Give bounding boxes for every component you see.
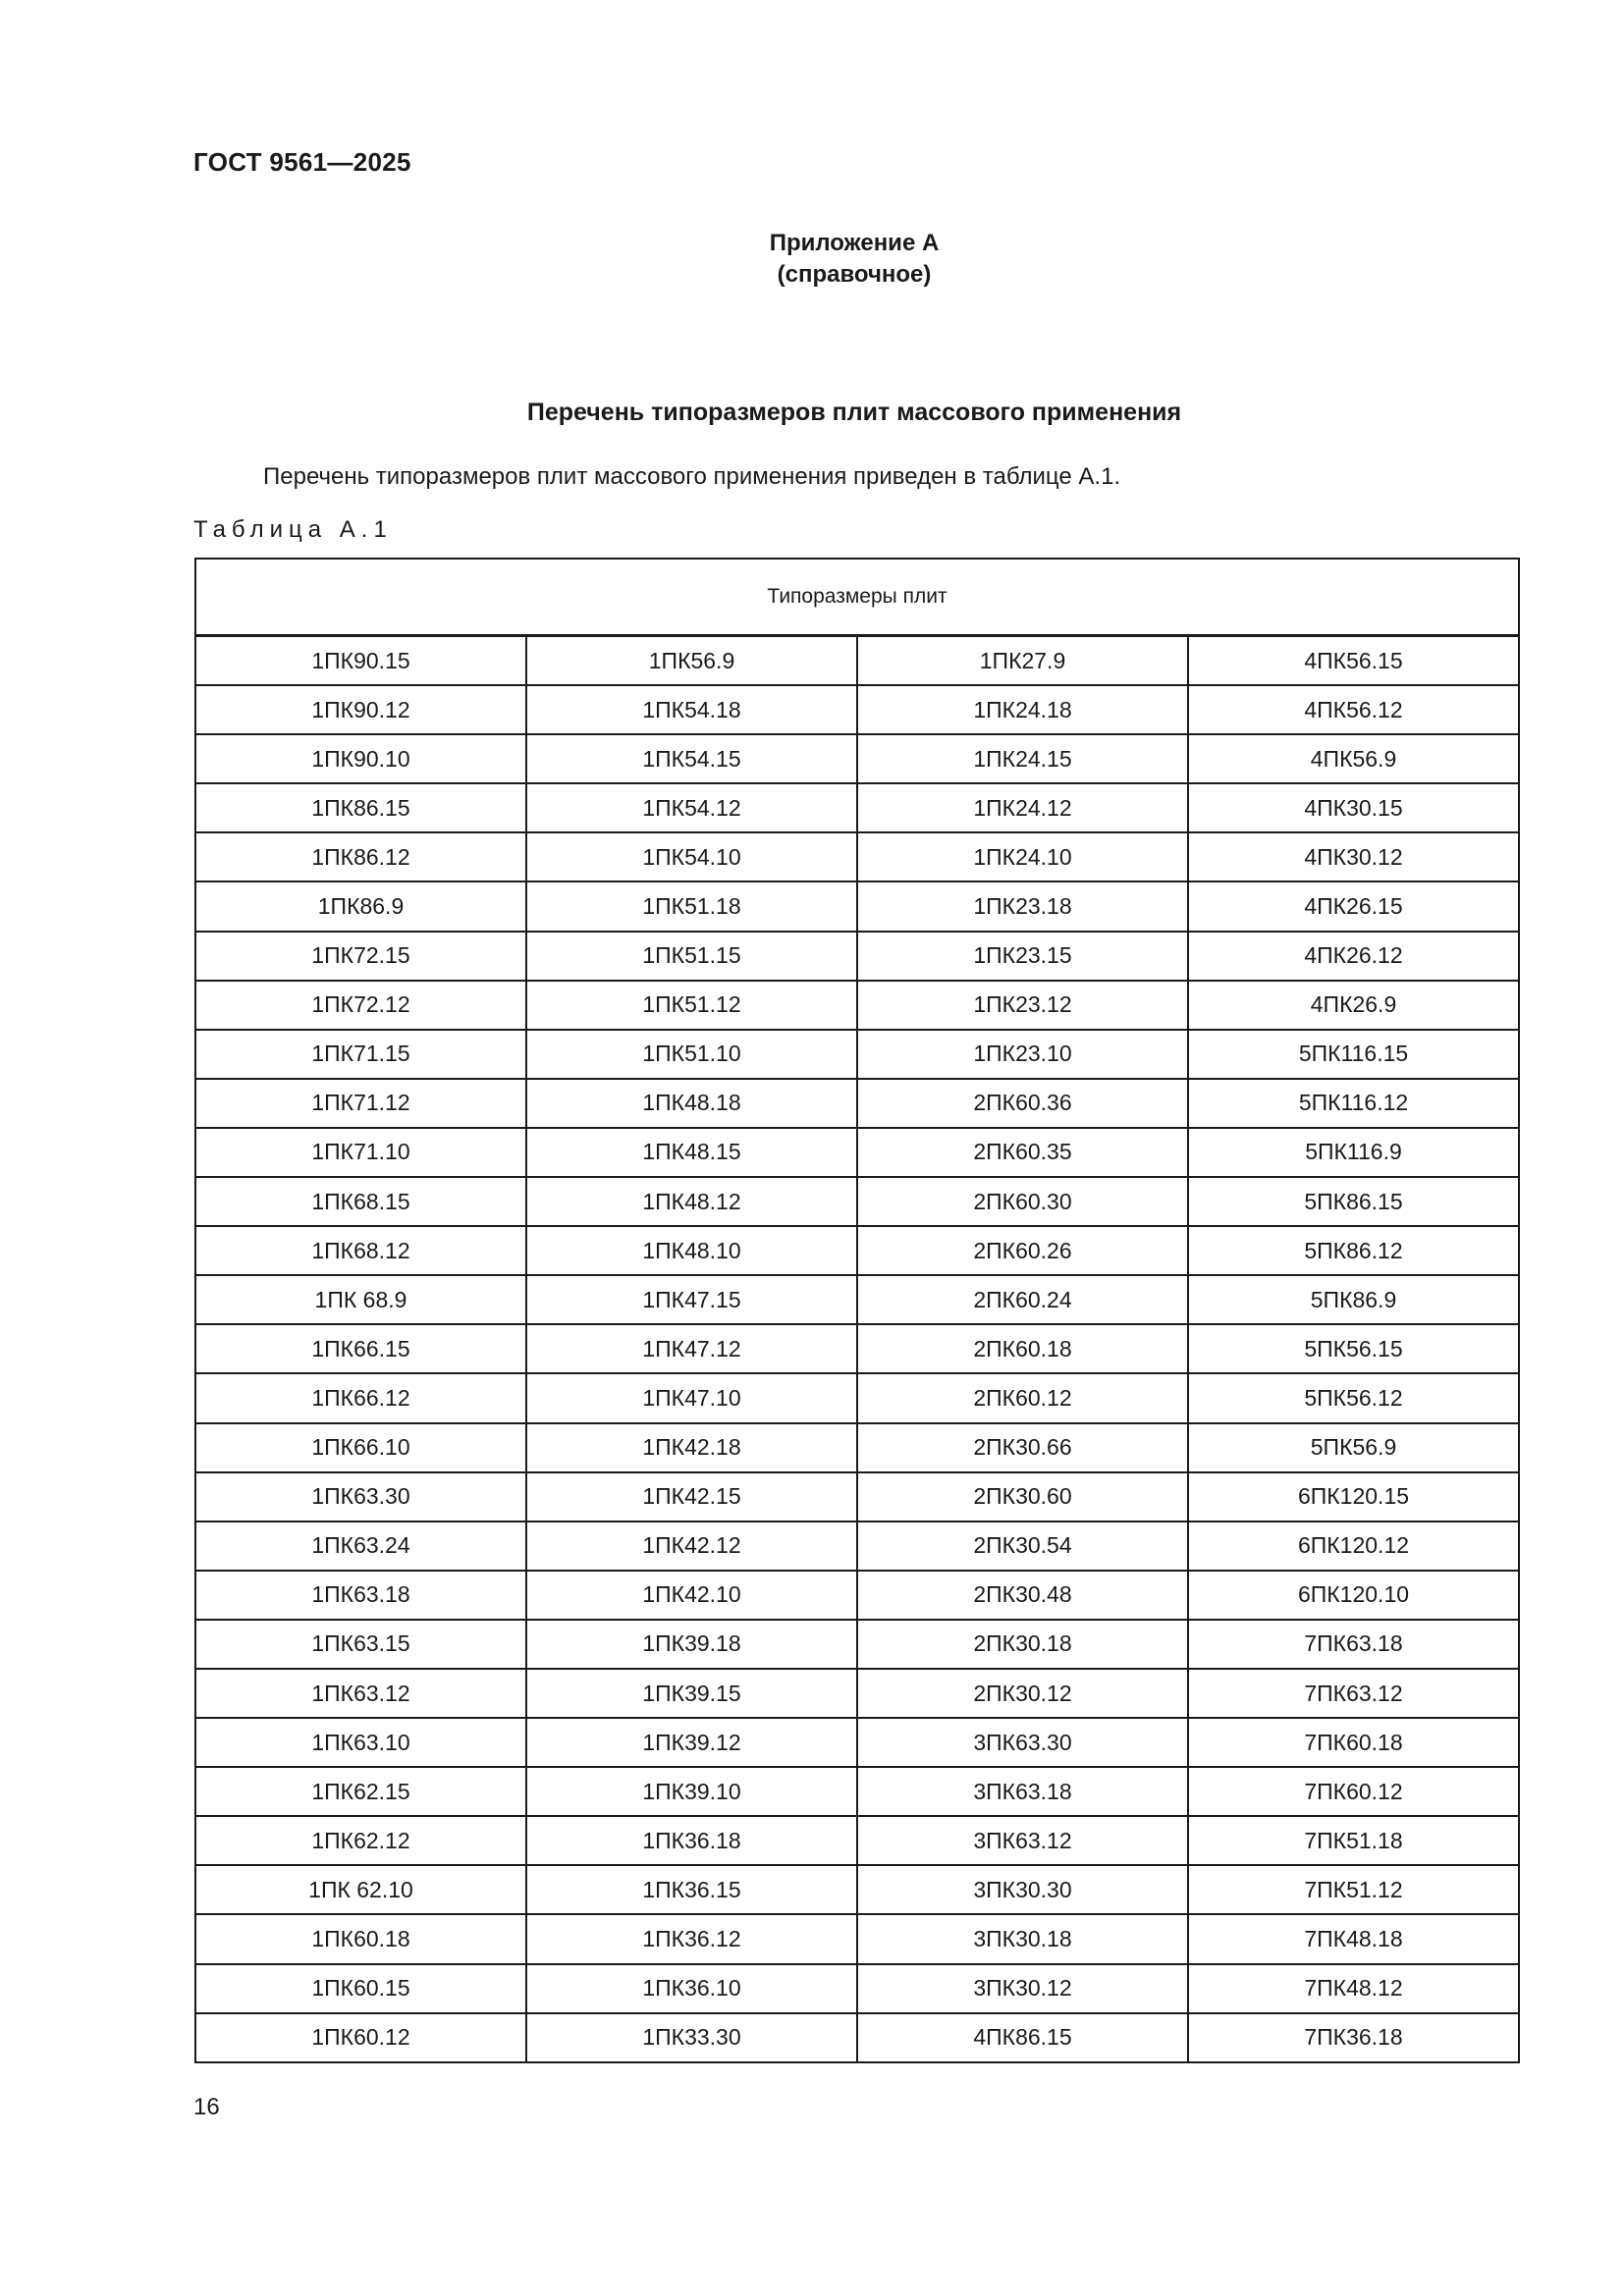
table-cell: 2ПК30.60 (857, 1472, 1188, 1522)
table-cell: 1ПК54.18 (526, 685, 857, 734)
table-row (195, 1816, 1519, 1865)
table-cell: 1ПК63.15 (195, 1620, 526, 1669)
table-cell: 1ПК42.12 (526, 1522, 857, 1571)
table-cell: 2ПК60.24 (857, 1275, 1188, 1324)
table-cell: 1ПК42.10 (526, 1571, 857, 1620)
table-row (195, 881, 1519, 931)
table-cell: 1ПК24.10 (857, 832, 1188, 881)
table-cell: 5ПК116.9 (1188, 1128, 1519, 1177)
table-cell: 4ПК26.15 (1188, 881, 1519, 931)
table-cell: 2ПК30.48 (857, 1571, 1188, 1620)
table-cell: 1ПК90.15 (195, 636, 526, 686)
table-cell: 3ПК63.18 (857, 1767, 1188, 1816)
table-cell: 4ПК56.9 (1188, 734, 1519, 783)
table-cell: 1ПК39.12 (526, 1718, 857, 1767)
table-cell: 1ПК66.12 (195, 1373, 526, 1422)
table-cell: 1ПК23.15 (857, 932, 1188, 981)
table-cell: 7ПК36.18 (1188, 2013, 1519, 2062)
table-cell: 1ПК72.12 (195, 981, 526, 1030)
table-cell: 1ПК63.24 (195, 1522, 526, 1571)
table-cell: 1ПК68.12 (195, 1226, 526, 1275)
table-cell: 1ПК63.10 (195, 1718, 526, 1767)
table-cell: 6ПК120.10 (1188, 1571, 1519, 1620)
table-cell: 5ПК116.15 (1188, 1030, 1519, 1079)
table-cell: 5ПК116.12 (1188, 1079, 1519, 1128)
section-title: Перечень типоразмеров плит массового применения (526, 399, 1182, 426)
table-row (195, 1718, 1519, 1767)
table-cell: 1ПК86.12 (195, 832, 526, 881)
table-cell: 2ПК60.18 (857, 1324, 1188, 1373)
table-cell: 1ПК63.18 (195, 1571, 526, 1620)
table-cell: 1ПК36.15 (526, 1865, 857, 1914)
table-cell: 6ПК120.15 (1188, 1472, 1519, 1522)
table-cell: 7ПК60.18 (1188, 1718, 1519, 1767)
table-cell: 1ПК60.15 (195, 1964, 526, 2013)
intro-paragraph: Перечень типоразмеров плит массового применения приведен в таблице А.1. (263, 463, 1121, 490)
table-cell: 1ПК54.12 (526, 783, 857, 832)
table-cell: 5ПК56.12 (1188, 1373, 1519, 1422)
table-header-row (195, 559, 1519, 636)
table-cell: 7ПК48.12 (1188, 1964, 1519, 2013)
table-cell: 1ПК68.15 (195, 1177, 526, 1226)
table-row (195, 1620, 1519, 1669)
table-cell: 4ПК56.12 (1188, 685, 1519, 734)
appendix-title: Приложение А (769, 230, 940, 256)
table-cell: 1ПК36.18 (526, 1816, 857, 1865)
table-cell: 3ПК63.30 (857, 1718, 1188, 1767)
table-cell: 1ПК90.10 (195, 734, 526, 783)
table-cell: 2ПК30.18 (857, 1620, 1188, 1669)
table-row (195, 1030, 1519, 1079)
table-row (195, 734, 1519, 783)
table-cell: 4ПК86.15 (857, 2013, 1188, 2062)
table-row (195, 1669, 1519, 1718)
table-row (195, 1964, 1519, 2013)
table-cell: 1ПК 62.10 (195, 1865, 526, 1914)
table-cell: 1ПК86.15 (195, 783, 526, 832)
table-row (195, 932, 1519, 981)
table-cell: 3ПК30.30 (857, 1865, 1188, 1914)
table-cell: 1ПК62.15 (195, 1767, 526, 1816)
table-cell: 2ПК60.30 (857, 1177, 1188, 1226)
table-cell: 1ПК48.18 (526, 1079, 857, 1128)
page-number: 16 (193, 2094, 220, 2120)
table-cell: 1ПК56.9 (526, 636, 857, 686)
table-cell: 1ПК36.12 (526, 1914, 857, 1963)
table-row (195, 783, 1519, 832)
table-cell: 3ПК63.12 (857, 1816, 1188, 1865)
table-cell: 1ПК23.18 (857, 881, 1188, 931)
table-cell: 1ПК71.10 (195, 1128, 526, 1177)
table-cell: 6ПК120.12 (1188, 1522, 1519, 1571)
table-cell: 4ПК26.12 (1188, 932, 1519, 981)
table-row (195, 832, 1519, 881)
table-cell: 4ПК30.15 (1188, 783, 1519, 832)
table-cell: 7ПК51.18 (1188, 1816, 1519, 1865)
table-cell: 5ПК86.9 (1188, 1275, 1519, 1324)
table-cell: 7ПК60.12 (1188, 1767, 1519, 1816)
table-cell: 1ПК90.12 (195, 685, 526, 734)
table-cell: 1ПК71.12 (195, 1079, 526, 1128)
table-row (195, 1522, 1519, 1571)
table-cell: 1ПК33.30 (526, 2013, 857, 2062)
table-cell: 2ПК60.35 (857, 1128, 1188, 1177)
table-cell: 2ПК30.54 (857, 1522, 1188, 1571)
table-cell: 1ПК48.10 (526, 1226, 857, 1275)
table-cell: 1ПК42.15 (526, 1472, 857, 1522)
table-row (195, 1177, 1519, 1226)
table-cell: 1ПК39.10 (526, 1767, 857, 1816)
table-row (195, 1079, 1519, 1128)
table-row (195, 1226, 1519, 1275)
table-body (195, 636, 1519, 2062)
table-cell: 1ПК39.18 (526, 1620, 857, 1669)
table-cell: 1ПК48.15 (526, 1128, 857, 1177)
table-cell: 1ПК71.15 (195, 1030, 526, 1079)
table-row (195, 636, 1519, 686)
table-cell: 1ПК47.15 (526, 1275, 857, 1324)
table-cell: 7ПК63.12 (1188, 1669, 1519, 1718)
table-row (195, 1373, 1519, 1422)
table-cell: 1ПК51.10 (526, 1030, 857, 1079)
table-cell: 7ПК51.12 (1188, 1865, 1519, 1914)
table-cell: 3ПК30.12 (857, 1964, 1188, 2013)
table-cell: 1ПК39.15 (526, 1669, 857, 1718)
table-header: Типоразмеры плит (195, 559, 1519, 636)
table-cell: 1ПК54.15 (526, 734, 857, 783)
table-cell: 5ПК56.15 (1188, 1324, 1519, 1373)
table-cell: 5ПК56.9 (1188, 1423, 1519, 1472)
table-row (195, 1472, 1519, 1522)
table-cell: 1ПК51.12 (526, 981, 857, 1030)
table-cell: 2ПК30.66 (857, 1423, 1188, 1472)
table-cell: 7ПК63.18 (1188, 1620, 1519, 1669)
table-cell: 1ПК63.12 (195, 1669, 526, 1718)
table-cell: 4ПК56.15 (1188, 636, 1519, 686)
table-cell: 1ПК51.15 (526, 932, 857, 981)
table-cell: 1ПК86.9 (195, 881, 526, 931)
appendix-type: (справочное) (777, 261, 932, 288)
table-cell: 1ПК24.15 (857, 734, 1188, 783)
table-cell: 2ПК60.12 (857, 1373, 1188, 1422)
table-row (195, 2013, 1519, 2062)
table-row (195, 1865, 1519, 1914)
table-row (195, 1571, 1519, 1620)
table-row (195, 1423, 1519, 1472)
table-cell: 4ПК30.12 (1188, 832, 1519, 881)
table-cell: 1ПК24.12 (857, 783, 1188, 832)
table-cell: 1ПК60.12 (195, 2013, 526, 2062)
table-cell: 7ПК48.18 (1188, 1914, 1519, 1963)
table-cell: 1ПК48.12 (526, 1177, 857, 1226)
table-cell: 3ПК30.18 (857, 1914, 1188, 1963)
table-row (195, 1914, 1519, 1963)
table-caption: Таблица А.1 (193, 516, 393, 543)
table-cell: 4ПК26.9 (1188, 981, 1519, 1030)
table-cell: 1ПК23.10 (857, 1030, 1188, 1079)
table-cell: 1ПК66.15 (195, 1324, 526, 1373)
table-row (195, 1767, 1519, 1816)
table-cell: 5ПК86.12 (1188, 1226, 1519, 1275)
table-cell: 1ПК60.18 (195, 1914, 526, 1963)
table-cell: 1ПК66.10 (195, 1423, 526, 1472)
table-row (195, 1275, 1519, 1324)
table-cell: 5ПК86.15 (1188, 1177, 1519, 1226)
table-cell: 1ПК36.10 (526, 1964, 857, 2013)
table-row (195, 981, 1519, 1030)
table-cell: 1ПК23.12 (857, 981, 1188, 1030)
table-cell: 1ПК72.15 (195, 932, 526, 981)
table-cell: 1ПК47.10 (526, 1373, 857, 1422)
table-row (195, 1128, 1519, 1177)
document-code: ГОСТ 9561—2025 (193, 147, 411, 177)
table-cell: 1ПК63.30 (195, 1472, 526, 1522)
table-row (195, 1324, 1519, 1373)
table-cell: 2ПК30.12 (857, 1669, 1188, 1718)
table-cell: 1ПК42.18 (526, 1423, 857, 1472)
table-cell: 1ПК27.9 (857, 636, 1188, 686)
table-cell: 1ПК47.12 (526, 1324, 857, 1373)
table-cell: 1ПК51.18 (526, 881, 857, 931)
table-cell: 1ПК24.18 (857, 685, 1188, 734)
table-row (195, 685, 1519, 734)
table-cell: 2ПК60.36 (857, 1079, 1188, 1128)
table-cell: 2ПК60.26 (857, 1226, 1188, 1275)
table-cell: 1ПК62.12 (195, 1816, 526, 1865)
table-cell: 1ПК 68.9 (195, 1275, 526, 1324)
table-cell: 1ПК54.10 (526, 832, 857, 881)
slab-sizes-table (194, 558, 1520, 2063)
